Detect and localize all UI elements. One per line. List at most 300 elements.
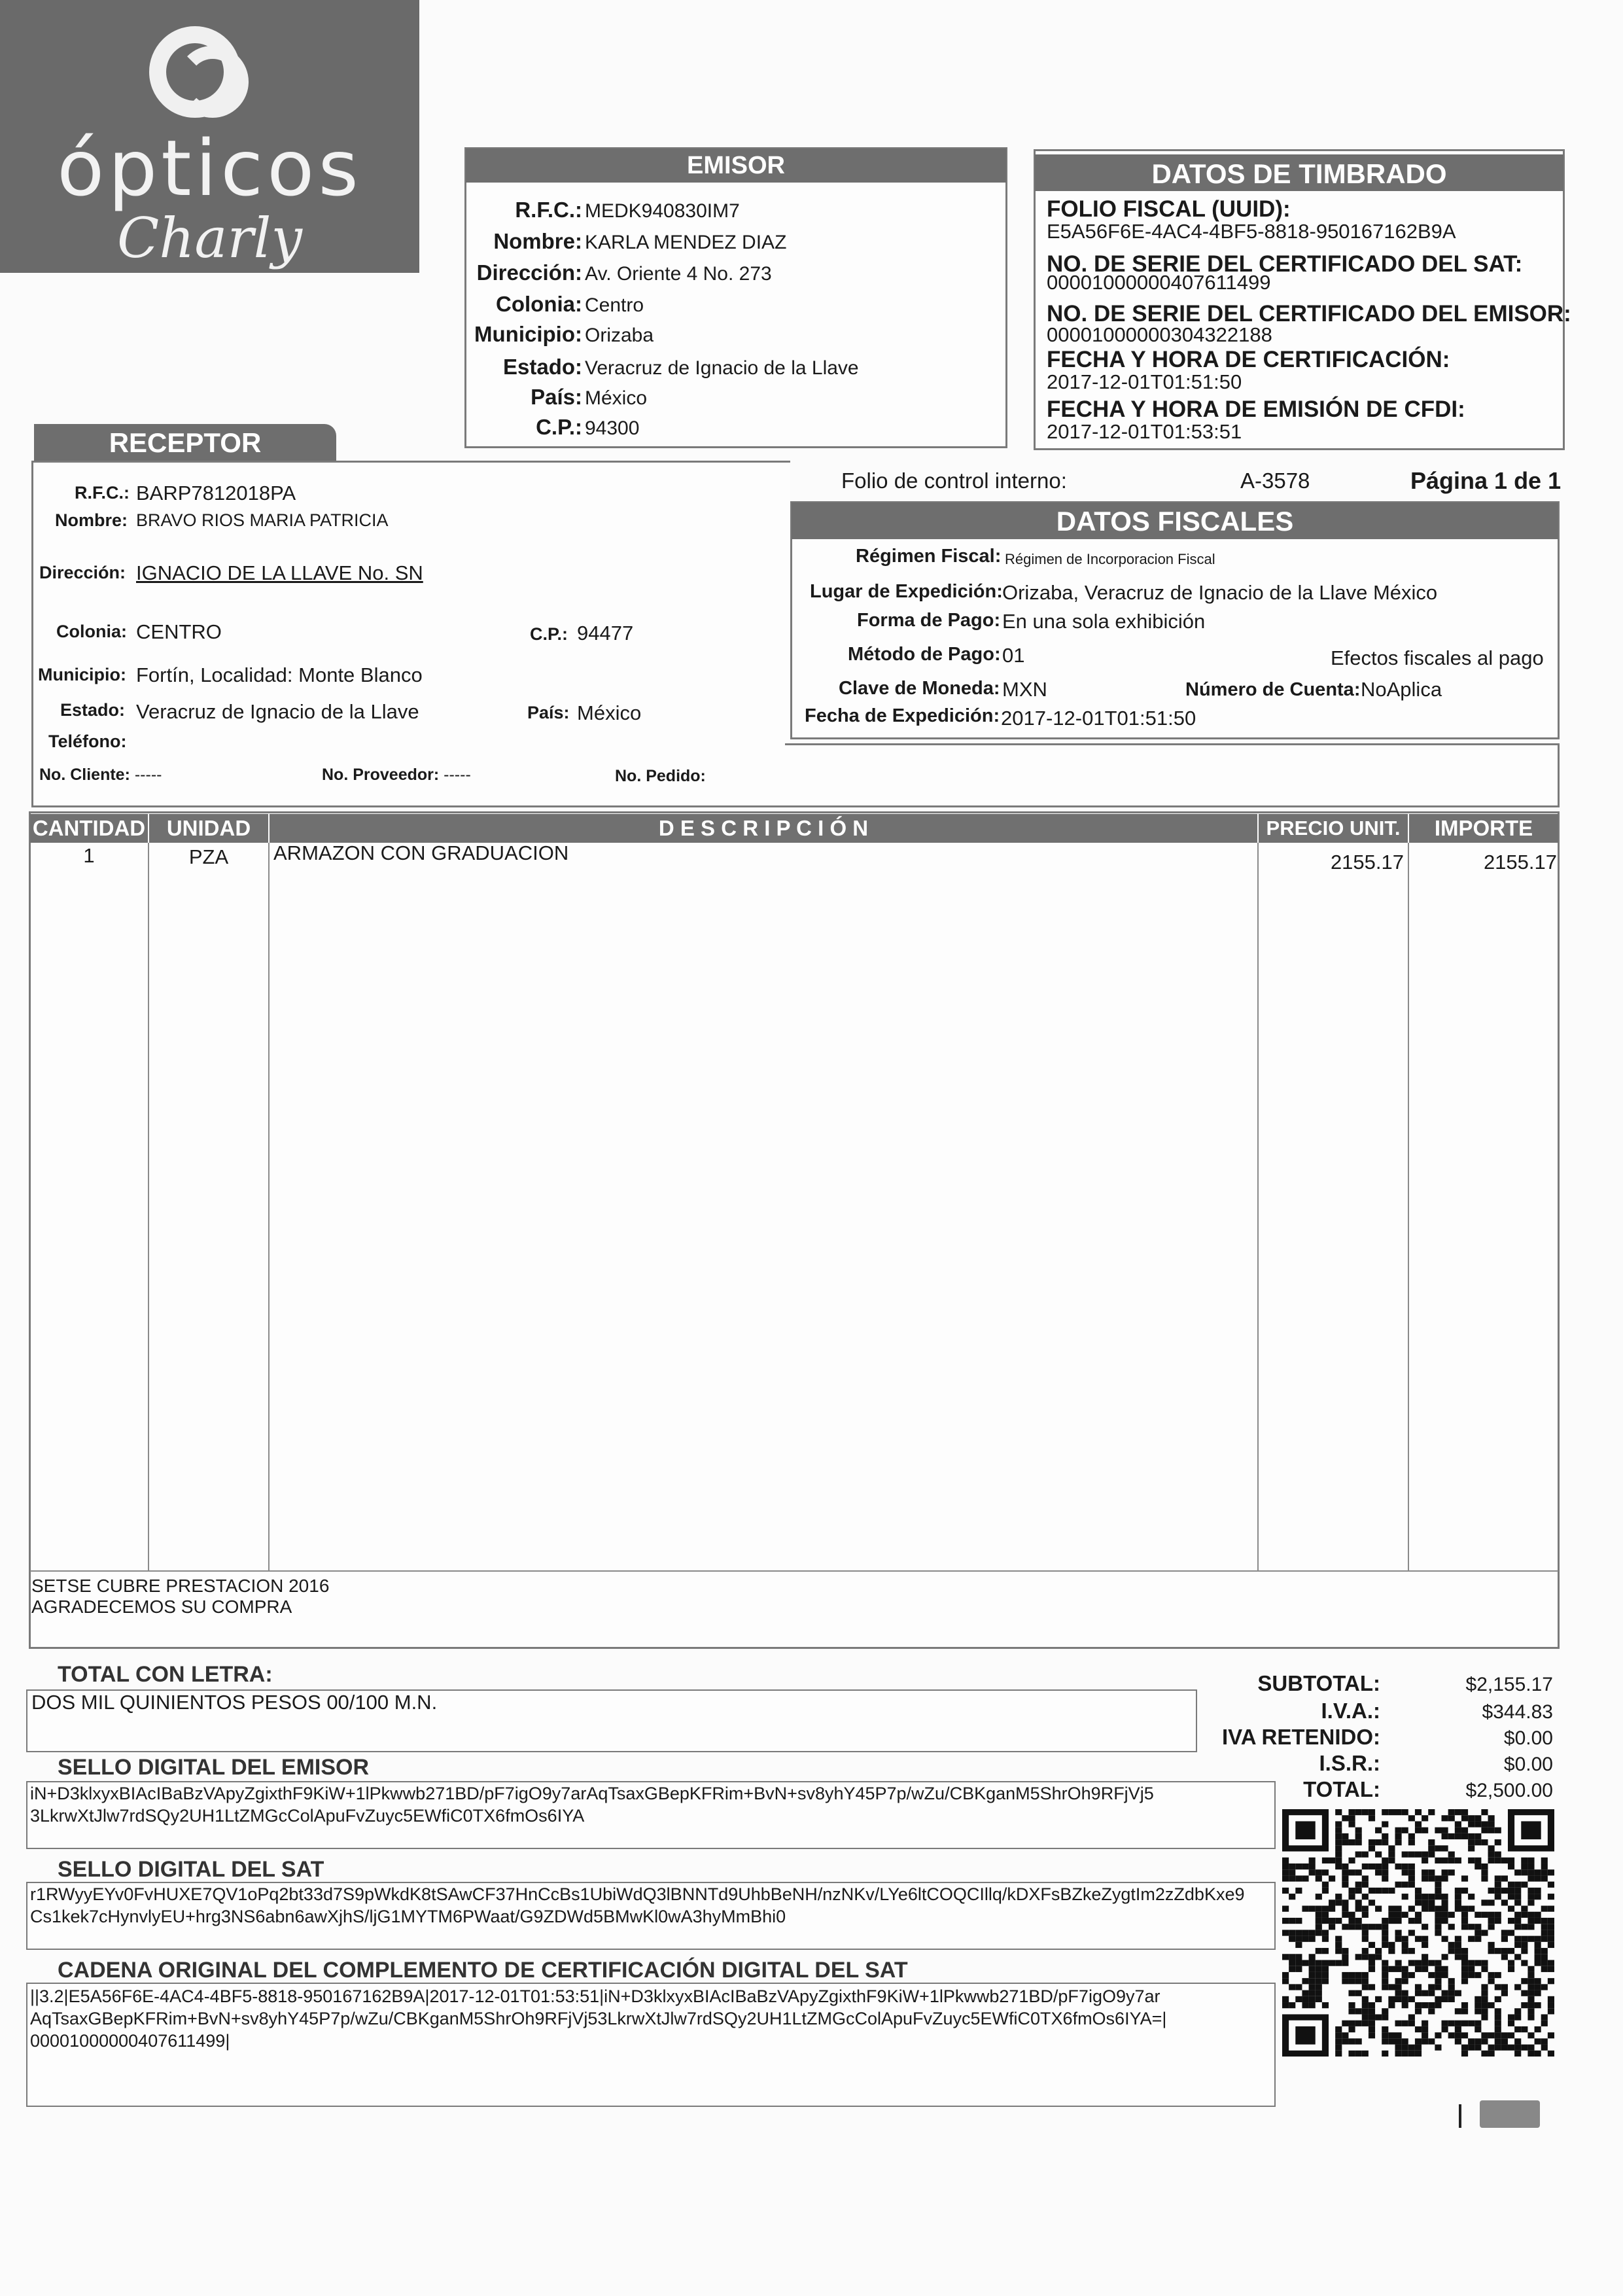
qr-finder-pattern [1295,1821,1315,1839]
receptor-cp-label: C.P.: [530,624,568,644]
metodo-label: Método de Pago: [848,644,1001,665]
qr-module [1369,1815,1375,1821]
fecha-emision-value: 2017-12-01T01:53:51 [1047,420,1242,443]
qr-module [1415,1918,1422,1924]
qr-module [1316,1918,1322,1924]
qr-module [1382,1869,1388,1875]
qr-module [1442,1815,1448,1821]
qr-module [1541,1858,1548,1863]
qr-module [1488,2051,1495,2057]
qr-module [1495,1948,1501,1954]
qr-module [1495,1888,1501,1894]
qr-module [1455,1858,1461,1863]
qr-module [1316,1894,1322,1899]
qr-module [1475,1833,1481,1839]
logo-script: Charly [117,206,302,270]
qr-module [1488,1888,1495,1894]
qr-module [1395,2021,1401,2026]
qr-module [1455,2038,1461,2044]
qr-module [1468,1906,1475,1912]
qr-module [1382,1936,1388,1942]
qr-module [1461,2051,1468,2057]
qr-module [1408,1906,1415,1912]
qr-module [1455,1899,1461,1905]
qr-module [1362,2014,1369,2020]
qr-module [1316,1978,1322,1984]
qr-module [1408,2021,1415,2026]
qr-module [1309,1869,1316,1875]
cadena-title: CADENA ORIGINAL DEL COMPLEMENTO DE CERTIFICACIÓN DIGITAL DEL SAT [58,1958,908,1983]
qr-finder-pattern [1295,2026,1315,2045]
qr-module [1395,1936,1401,1942]
qr-module [1461,1828,1468,1833]
col-precio-header: PRECIO UNIT. [1259,814,1408,843]
qr-module [1335,1852,1342,1858]
qr-module [1495,1918,1501,1924]
receptor-cp: 94477 [577,622,634,645]
qr-module [1481,1984,1488,1990]
qr-module [1442,2021,1448,2026]
qr-module [1335,1948,1342,1954]
qr-module [1435,2002,1441,2008]
qr-module [1541,1954,1548,1960]
qr-module [1508,1888,1514,1894]
receptor-extension-box [785,743,1560,807]
col-divider [1257,843,1259,1570]
qr-module [1382,1960,1388,1966]
qr-module [1316,1972,1322,1978]
emisor-field-value: México [585,387,648,409]
qr-module [1335,2051,1342,2057]
qr-module [1369,2032,1375,2038]
qr-module [1355,2021,1362,2026]
qr-module [1442,1899,1448,1905]
qr-module [1369,1966,1375,1972]
qr-module [1348,1924,1355,1930]
qr-module [1335,1894,1342,1899]
qr-module [1527,1918,1534,1924]
qr-module [1508,1966,1514,1972]
receptor-estado-label: Estado: [60,700,126,720]
qr-module [1495,1875,1501,1881]
pagina: Página 1 de 1 [1410,467,1562,494]
qr-module [1455,1942,1461,1948]
qr-module [1342,2038,1348,2044]
qr-module [1488,1845,1495,1851]
qr-module [1369,1809,1375,1815]
qr-module [1535,1912,1541,1918]
qr-module [1415,1888,1422,1894]
qr-module [1422,1990,1428,1996]
receptor-pais-label: País: [527,703,570,722]
qr-module [1435,1882,1441,1888]
qr-module [1448,1996,1455,2002]
qr-module [1369,1839,1375,1845]
qr-module [1442,2026,1448,2032]
qr-module [1402,2002,1408,2008]
qr-module [1362,1875,1369,1881]
note-line: AGRADECEMOS SU COMPRA [31,1597,292,1617]
qr-module [1541,1918,1548,1924]
qr-module [1428,1839,1435,1845]
qr-module [1415,1852,1422,1858]
qr-module [1448,1869,1455,1875]
qr-module [1548,1882,1554,1888]
qr-module [1461,1875,1468,1881]
qr-module [1461,2008,1468,2014]
qr-module [1481,2051,1488,2057]
qr-module [1309,1936,1316,1942]
qr-module [1475,1960,1481,1966]
qr-module [1289,2002,1295,2008]
qr-module [1369,1899,1375,1905]
qr-module [1395,1912,1401,1918]
qr-module [1475,1924,1481,1930]
qr-module [1488,2045,1495,2051]
qr-module [1302,1960,1308,1966]
qr-module [1481,1996,1488,2002]
qr-module [1435,1960,1441,1966]
qr-module [1408,2045,1415,2051]
qr-module [1428,1984,1435,1990]
qr-module [1309,1972,1316,1978]
note-line: SETSE CUBRE PRESTACION 2016 [31,1576,330,1596]
qr-module [1422,2026,1428,2032]
qr-module [1435,1912,1441,1918]
qr-module [1382,2032,1388,2038]
no-proveedor: No. Proveedor: ----- [322,766,471,784]
qr-module [1348,1821,1355,1827]
qr-module [1316,1996,1322,2002]
qr-module [1501,2038,1508,2044]
qr-module [1508,1930,1514,1935]
qr-module [1435,1984,1441,1990]
qr-module [1322,1948,1329,1954]
qr-module [1395,2038,1401,2044]
qr-module [1395,1839,1401,1845]
qr-module [1514,1984,1521,1990]
qr-module [1415,1912,1422,1918]
qr-module [1382,2038,1388,2044]
qr-module [1495,2021,1501,2026]
total-value: $2,500.00 [1465,1780,1553,1801]
qr-module [1382,2014,1388,2020]
qr-module [1335,1828,1342,1833]
qr-module [1435,2032,1441,2038]
qr-module [1415,2045,1422,2051]
qr-module [1514,2038,1521,2044]
qr-module [1295,1966,1302,1972]
qr-module [1488,1858,1495,1863]
qr-module [1448,1984,1455,1990]
qr-module [1521,1924,1527,1930]
qr-module [1422,1875,1428,1881]
qr-module [1527,2008,1534,2014]
qr-module [1461,1966,1468,1972]
qr-module [1402,1863,1408,1869]
qr-module [1335,1918,1342,1924]
qr-module [1335,1863,1342,1869]
qr-module [1415,1966,1422,1972]
qr-module [1448,1990,1455,1996]
qr-module [1527,1924,1534,1930]
qr-module [1535,1954,1541,1960]
qr-module [1302,1930,1308,1935]
qr-module [1355,1888,1362,1894]
qr-module [1309,2002,1316,2008]
qr-module [1395,1809,1401,1815]
fecha-cert-label: FECHA Y HORA DE CERTIFICACIÓN: [1047,347,1450,372]
qr-module [1541,1869,1548,1875]
qr-module [1342,1924,1348,1930]
qr-module [1435,1978,1441,1984]
qr-module [1289,1984,1295,1990]
qr-module [1342,1978,1348,1984]
qr-module [1329,1918,1335,1924]
qr-module [1415,1894,1422,1899]
qr-module [1488,1942,1495,1948]
qr-module [1388,1918,1395,1924]
qr-module [1329,1858,1335,1863]
qr-module [1395,1990,1401,1996]
efectos-fiscales: Efectos fiscales al pago [1331,646,1544,669]
qr-module [1282,1930,1289,1935]
qr-module [1481,1990,1488,1996]
qr-module [1388,1906,1395,1912]
fiscales-title: DATOS FISCALES [792,503,1558,539]
qr-module [1408,1863,1415,1869]
qr-module [1415,1936,1422,1942]
qr-module [1342,1899,1348,1905]
qr-module [1388,1888,1395,1894]
qr-module [1362,2002,1369,2008]
qr-module [1548,1906,1554,1912]
qr-module [1388,2002,1395,2008]
qr-module [1316,1930,1322,1935]
qr-module [1369,1954,1375,1960]
qr-module [1415,2038,1422,2044]
qr-module [1355,1852,1362,1858]
company-logo [0,0,419,273]
qr-module [1289,1918,1295,1924]
qr-module [1362,1863,1369,1869]
qr-module [1375,1869,1382,1875]
qr-module [1362,1924,1369,1930]
qr-module [1422,1815,1428,1821]
qr-module [1415,1809,1422,1815]
qr-module [1322,1882,1329,1888]
qr-module [1402,1990,1408,1996]
qr-module [1548,1930,1554,1935]
qr-module [1527,2051,1534,2057]
qr-module [1455,1833,1461,1839]
qr-module [1514,1888,1521,1894]
qr-module [1335,2045,1342,2051]
qr-module [1415,1899,1422,1905]
qr-module [1342,1954,1348,1960]
qr-module [1388,1809,1395,1815]
sello-emisor-title: SELLO DIGITAL DEL EMISOR [58,1755,370,1780]
qr-module [1302,1863,1308,1869]
qr-module [1481,2008,1488,2014]
qr-module [1501,1948,1508,1954]
qr-module [1422,1828,1428,1833]
qr-module [1342,1960,1348,1966]
qr-module [1448,1912,1455,1918]
qr-module [1527,2032,1534,2038]
qr-module [1468,2045,1475,2051]
qr-module [1402,1828,1408,1833]
qr-module [1302,1996,1308,2002]
qr-module [1428,1894,1435,1899]
qr-module [1448,1809,1455,1815]
qr-module [1481,1839,1488,1845]
qr-module [1362,1936,1369,1942]
qr-module [1395,1882,1401,1888]
qr-module [1495,1858,1501,1863]
col-importe-header: IMPORTE [1409,814,1558,843]
qr-module [1442,1936,1448,1942]
qr-module [1535,2026,1541,2032]
qr-module [1342,1833,1348,1839]
qr-module [1309,1930,1316,1935]
qr-module [1375,2014,1382,2020]
qr-module [1481,1863,1488,1869]
qr-module [1282,1972,1289,1978]
qr-module [1375,1948,1382,1954]
qr-module [1342,1948,1348,1954]
qr-module [1348,2002,1355,2008]
qr-module [1395,1966,1401,1972]
qr-module [1302,1875,1308,1881]
qr-module [1535,1894,1541,1899]
qr-module [1422,2032,1428,2038]
qr-module [1495,2026,1501,2032]
emisor-field-value: Orizaba [585,325,654,346]
qr-module [1422,1924,1428,1930]
qr-module [1442,1869,1448,1875]
qr-module [1355,1978,1362,1984]
qr-module [1375,1852,1382,1858]
qr-module [1435,1828,1441,1833]
qr-module [1395,2045,1401,2051]
qr-module [1541,1930,1548,1935]
qr-module [1289,1966,1295,1972]
qr-module [1461,2032,1468,2038]
col-unidad-header: UNIDAD [149,814,268,843]
qr-module [1422,1899,1428,1905]
qr-module [1408,1996,1415,2002]
qr-module [1488,1815,1495,1821]
qr-module [1375,1863,1382,1869]
qr-module [1382,1839,1388,1845]
qr-module [1422,1954,1428,1960]
qr-module [1282,2002,1289,2008]
qr-module [1382,1924,1388,1930]
qr-module [1295,1960,1302,1966]
lugar-label: Lugar de Expedición: [810,581,1003,602]
footer-mark [1459,2104,1461,2128]
qr-module [1348,1815,1355,1821]
qr-module [1442,1828,1448,1833]
qr-module [1541,1966,1548,1972]
qr-module [1362,1930,1369,1935]
qr-module [1302,2002,1308,2008]
row-cantidad: 1 [83,844,95,867]
qr-module [1475,1936,1481,1942]
qr-module [1428,1875,1435,1881]
qr-module [1541,2045,1548,2051]
qr-module [1369,2008,1375,2014]
qr-module [1435,1996,1441,2002]
qr-module [1481,2038,1488,2044]
qr-module [1455,1936,1461,1942]
qr-module [1422,1942,1428,1948]
qr-module [1475,2038,1481,2044]
qr-module [1362,1906,1369,1912]
qr-module [1395,1863,1401,1869]
qr-module [1322,2002,1329,2008]
qr-module [1455,1888,1461,1894]
receptor-rfc-label: R.F.C.: [75,483,130,503]
qr-module [1548,1924,1554,1930]
qr-module [1355,1924,1362,1930]
no-pedido-label: No. Pedido: [615,767,706,785]
qr-module [1521,2002,1527,2008]
qr-module [1435,1924,1441,1930]
qr-module [1388,2038,1395,2044]
qr-module [1322,1978,1329,1984]
qr-module [1455,1828,1461,1833]
emisor-field-label: Municipio: [474,322,582,346]
qr-module [1475,1821,1481,1827]
qr-module [1461,1924,1468,1930]
receptor-rfc: BARP7812018PA [136,482,296,504]
qr-module [1362,1948,1369,1954]
qr-module [1442,1996,1448,2002]
sello-sat-title: SELLO DIGITAL DEL SAT [58,1857,324,1882]
qr-module [1488,1978,1495,1984]
qr-module [1448,2032,1455,2038]
qr-module [1541,1875,1548,1881]
qr-module [1415,1821,1422,1827]
qr-module [1335,1845,1342,1851]
qr-module [1442,1972,1448,1978]
qr-module [1382,1809,1388,1815]
qr-module [1408,1972,1415,1978]
fecha-expedicion-label: Fecha de Expedición: [805,705,1000,726]
qr-module [1521,2045,1527,2051]
qr-module [1461,1960,1468,1966]
cert-emisor-value: 00001000000304322188 [1047,323,1272,346]
qr-module [1548,1936,1554,1942]
qr-module [1435,2045,1441,2051]
qr-module [1369,1960,1375,1966]
qr-module [1408,1815,1415,1821]
emisor-field-label: Colonia: [496,292,582,316]
qr-module [1448,2021,1455,2026]
qr-module [1488,1899,1495,1905]
qr-module [1395,1906,1401,1912]
qr-module [1508,1948,1514,1954]
row-precio: 2155.17 [1330,851,1404,874]
qr-module [1428,1990,1435,1996]
qr-module [1295,1875,1302,1881]
qr-module [1514,2026,1521,2032]
qr-module [1395,1918,1401,1924]
qr-module [1495,2008,1501,2014]
qr-module [1309,1966,1316,1972]
